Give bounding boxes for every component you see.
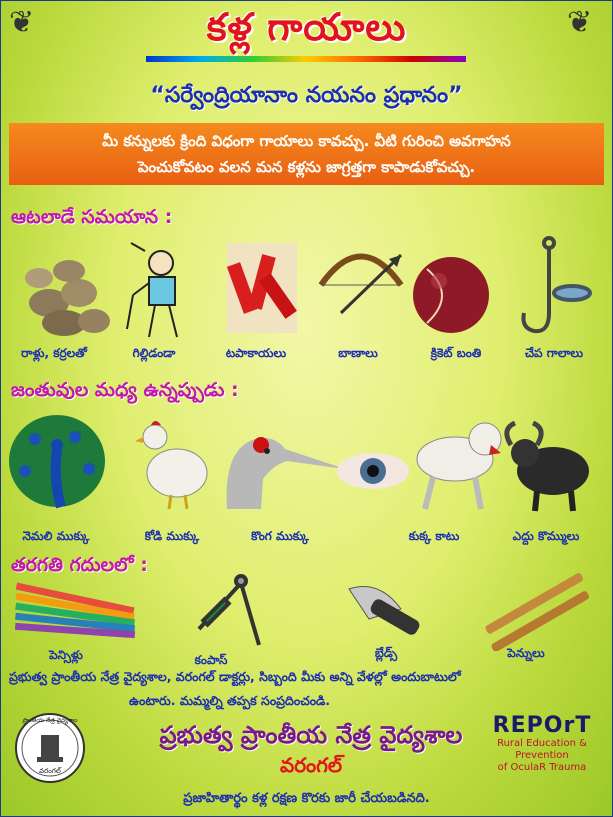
- caption-pens: పెన్నులు: [507, 646, 545, 660]
- emblem-top-text: ప్రాంతీయ నేత్ర వైద్యశాల: [22, 717, 78, 724]
- bow-arrow-image: [321, 255, 401, 313]
- intro-banner: [9, 123, 604, 185]
- caption-peacock: నెమలి ముక్కు: [22, 529, 90, 543]
- blades-image: [349, 587, 422, 637]
- hen-image: [135, 421, 207, 509]
- pens-image: [484, 572, 590, 651]
- poster-title: కళ్ల గాయాలు: [206, 5, 407, 49]
- stones-image: [25, 260, 110, 336]
- dog-image: [417, 423, 501, 509]
- caption-gilli-danda: గిల్లిడండా: [132, 346, 176, 360]
- classroom-images: [9, 569, 607, 651]
- report-sub-2: of OculaR Trauma: [497, 762, 587, 773]
- caption-fish-hooks: చేప గాలాలు: [524, 346, 584, 360]
- caption-blades: బ్లేడ్స్: [374, 646, 398, 660]
- play-images: [9, 233, 607, 345]
- animal-images: [5, 409, 609, 513]
- report-logo: [479, 713, 605, 774]
- crackers-image: [227, 243, 297, 333]
- footer-line-1: ప్రభుత్వ ప్రాంతీయ నేత్ర వైద్యశాల, వరంగల్ డాక్టర్లు, సిబ్బంది మీకు అన్ని వేళల్లో అందుబాటులో: [9, 669, 461, 684]
- footer-line-2: ఉంటారు. మమ్మల్ని తప్పక సంప్రదించండి.: [129, 693, 331, 708]
- emblem-bottom-text: వరంగల్: [39, 767, 61, 775]
- caption-stones: రాళ్లు, కర్రలతో: [21, 346, 87, 360]
- intro-line-2: పెంచుకోవటం వలన మన కళ్లను జాగ్రత్తగా కాపాడుకోవచ్చు.: [137, 158, 476, 176]
- caption-crackers: టపాకాయలు: [225, 346, 287, 360]
- government-emblem: [15, 713, 85, 783]
- compass-image: [199, 576, 259, 645]
- caption-pencils: పెన్సిళ్లు: [49, 648, 83, 662]
- report-sub-1: Rural Education & Prevention: [497, 738, 587, 761]
- section-heading-animals: జంతువుల మధ్య ఉన్నప్పుడు :: [11, 379, 239, 401]
- hospital-name: ప్రభుత్వ ప్రాంతీయ నేత్ర వైద్యశాల: [159, 721, 463, 749]
- caption-crane: కొంగ ముక్కు: [251, 529, 309, 543]
- corner-ornament-right-icon: ❦: [567, 5, 593, 40]
- title-underline: [146, 56, 466, 62]
- section-heading-play: ఆటలాడే సమయాన :: [11, 206, 173, 228]
- buffalo-image: [507, 423, 589, 511]
- report-title: REPOrT: [492, 713, 592, 738]
- caption-compass: కంపాస్: [194, 653, 228, 667]
- fish-hook-image: [523, 238, 590, 331]
- crane-image: [227, 437, 345, 509]
- gilli-danda-image: [127, 243, 177, 337]
- section-heading-classroom: తరగతి గదులలో :: [11, 554, 148, 576]
- caption-cricket-ball: క్రికెట్ బంతి: [430, 346, 482, 360]
- poster-subtitle: “సర్వేంద్రియానాం నయనం ప్రధానం”: [150, 83, 463, 108]
- issued-by-note: ప్రజాహితార్థం కళ్ల రక్షణ కొరకు జారీ చేయబడినది.: [183, 791, 430, 806]
- pencils-image: [15, 583, 135, 639]
- city-name: వరంగల్: [279, 753, 343, 777]
- eye-image: [337, 453, 409, 489]
- intro-line-1: మీ కన్నులకు క్రింది విధంగా గాయాలు కావచ్చు. వీటి గురించి అవగాహన: [102, 132, 511, 150]
- caption-hen: కోడి ముక్కు: [144, 529, 200, 543]
- corner-ornament-left-icon: ❦: [9, 5, 35, 40]
- footer-note: [9, 665, 607, 713]
- caption-dog-bite: కుక్క కాటు: [408, 529, 460, 543]
- cricket-ball-image: [413, 257, 489, 333]
- caption-bows: బాణాలు: [338, 346, 378, 360]
- peacock-image: [9, 415, 105, 507]
- caption-buffalo-horns: ఎద్దు కొమ్ములు: [512, 529, 580, 543]
